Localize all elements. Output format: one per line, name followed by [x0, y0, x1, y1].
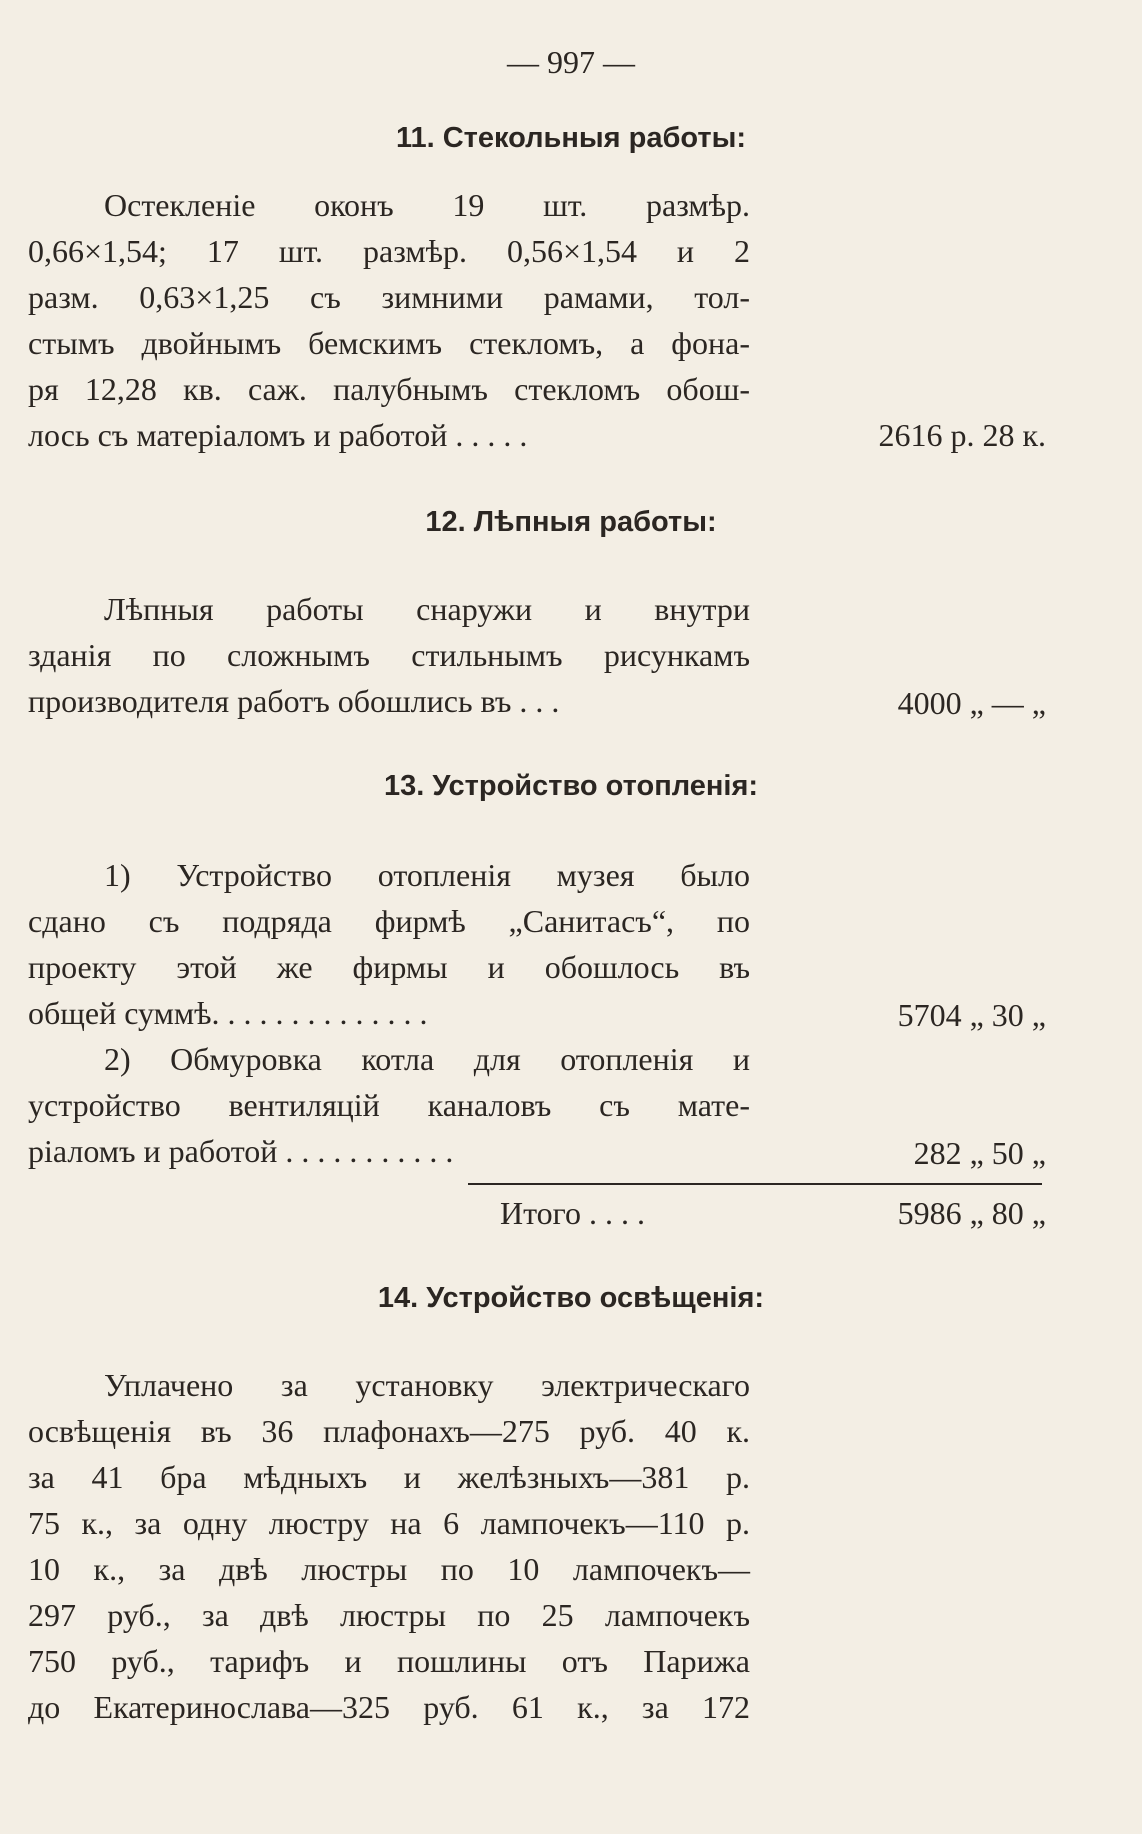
text-line: 10 к., за двѣ люстры по 10 лампочекъ—: [28, 1551, 750, 1587]
text-line: устройство вентиляцій каналовъ съ мате-: [28, 1087, 750, 1123]
text-line: стымъ двойнымъ бемскимъ стекломъ, а фона-: [28, 325, 750, 361]
text-line: 750 руб., тарифъ и пошлины отъ Парижа: [28, 1643, 750, 1679]
text-line: 1) Устройство отопленія музея было: [104, 857, 750, 893]
section-14-heading: 14. Устройство освѣщенія:: [377, 1282, 765, 1314]
text-line: 75 к., за одну люстру на 6 лампочекъ—110 р.: [28, 1505, 750, 1541]
section-11-heading: 11. Стекольныя работы:: [395, 122, 747, 154]
text-line: Остекленіе оконъ 19 шт. размѣр.: [104, 187, 750, 223]
total-label: Итого . . . .: [500, 1195, 645, 1231]
text-line: Лѣпныя работы снаружи и внутри: [104, 591, 750, 627]
section-13-heading: 13. Устройство отопленія:: [383, 770, 759, 802]
text-line: ря 12,28 кв. саж. палубнымъ стекломъ обош-: [28, 371, 750, 407]
page-number: — 997 —: [507, 44, 635, 80]
text-line: лось съ матеріаломъ и работой . . . . .: [28, 417, 528, 453]
section-12-heading: 12. Лѣпныя работы:: [425, 506, 717, 538]
text-line: Уплачено за установку электрическаго: [104, 1367, 750, 1403]
total-amount: 5986 „ 80 „: [897, 1195, 1046, 1231]
text-line: освѣщенія въ 36 плафонахъ—275 руб. 40 к.: [28, 1413, 750, 1449]
sum-rule: [468, 1183, 1042, 1185]
text-line: 0,66×1,54; 17 шт. размѣр. 0,56×1,54 и 2: [28, 233, 750, 269]
text-line: ріаломъ и работой . . . . . . . . . . .: [28, 1133, 454, 1169]
text-line: проекту этой же фирмы и обошлось въ: [28, 949, 750, 985]
text-line: разм. 0,63×1,25 съ зимними рамами, тол-: [28, 279, 750, 315]
text-line: 2) Обмуровка котла для отопленія и: [104, 1041, 750, 1077]
text-line: зданія по сложнымъ стильнымъ рисункамъ: [28, 637, 750, 673]
text-line: производителя работъ обошлись въ . . .: [28, 683, 560, 719]
section-13-amount-1: 5704 „ 30 „: [897, 997, 1046, 1033]
section-12-amount: 4000 „ — „: [897, 685, 1046, 721]
text-line: до Екатеринослава—325 руб. 61 к., за 172: [28, 1689, 750, 1725]
text-line: за 41 бра мѣдныхъ и желѣзныхъ—381 р.: [28, 1459, 750, 1495]
text-line: общей суммѣ. . . . . . . . . . . . . .: [28, 995, 428, 1031]
text-line: сдано съ подряда фирмѣ „Санитасъ“, по: [28, 903, 750, 939]
section-11-amount: 2616 р. 28 к.: [878, 417, 1046, 453]
text-line: 297 руб., за двѣ люстры по 25 лампочекъ: [28, 1597, 750, 1633]
section-13-amount-2: 282 „ 50 „: [913, 1135, 1046, 1171]
